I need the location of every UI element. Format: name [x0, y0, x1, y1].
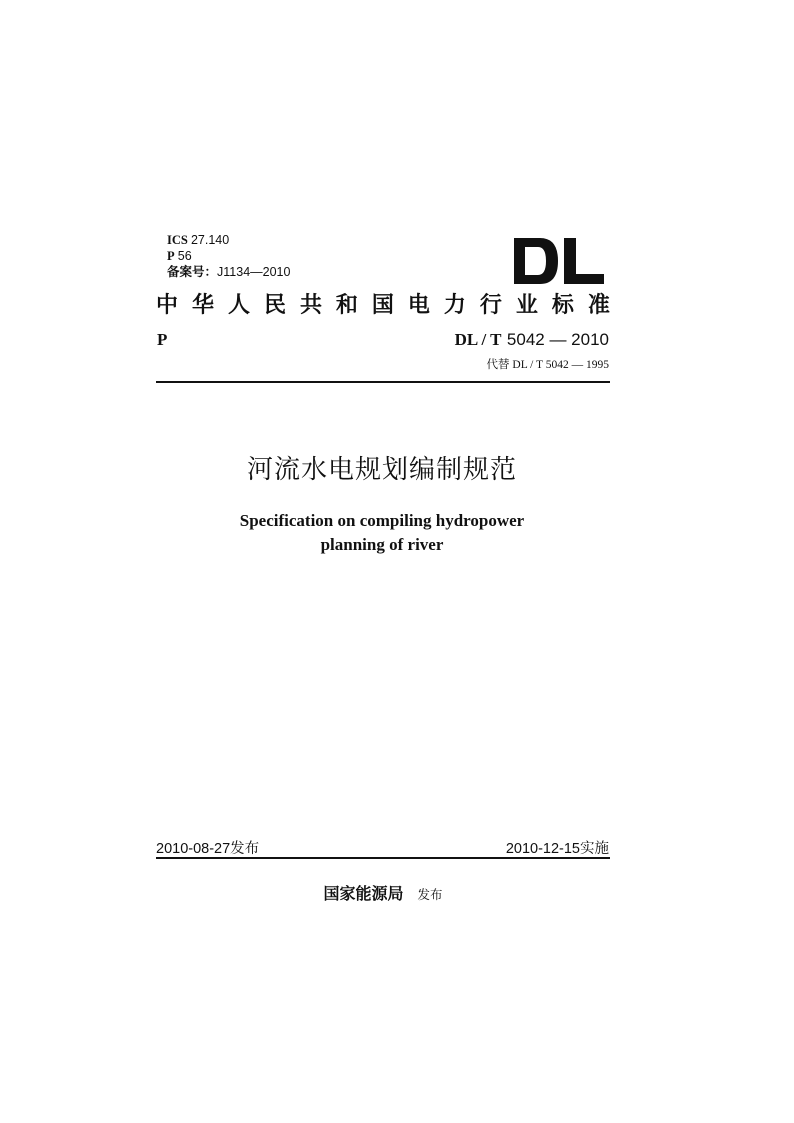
- title-char: 和: [335, 292, 358, 318]
- implementation-date: [506, 837, 609, 858]
- title-char: 人: [227, 292, 250, 318]
- issue-date-value: 2010-08-27: [156, 841, 231, 857]
- title-char: 行: [479, 292, 502, 318]
- title-char: 中: [156, 292, 179, 318]
- issuer-action: 发布: [417, 887, 443, 902]
- record-label: 备案号：: [167, 264, 218, 279]
- implement-date-value: 2010-12-15: [505, 841, 580, 857]
- bottom-divider: [156, 857, 610, 859]
- national-standard-title: [156, 290, 610, 320]
- title-char: 华: [191, 292, 214, 318]
- replaces-note: 代替 DL / T 5042 — 1995: [486, 359, 609, 371]
- title-char: 民: [263, 292, 286, 318]
- top-divider: [156, 381, 610, 383]
- ics-label: ICS: [167, 233, 188, 247]
- title-char: 电: [407, 292, 430, 318]
- standard-prefix: DL / T: [454, 330, 502, 349]
- standard-number: [455, 330, 609, 350]
- category-letter: P: [157, 330, 168, 349]
- class-code-value: 56: [177, 249, 192, 263]
- ics-code: [167, 232, 229, 248]
- issue-date-label: 发布: [230, 841, 260, 857]
- document-title-english-line2: planning of river: [320, 535, 444, 554]
- title-char: 国: [371, 292, 394, 318]
- title-char: 业: [515, 292, 538, 318]
- document-title-chinese: 河流水电规划编制规范: [246, 455, 517, 485]
- title-char: 准: [587, 292, 610, 318]
- class-code-label: P: [167, 249, 175, 263]
- issue-date: [156, 837, 259, 858]
- title-char: 标: [551, 292, 574, 318]
- issuer: [0, 881, 766, 904]
- title-char: 共: [299, 292, 322, 318]
- record-number: [167, 264, 290, 280]
- document-title-english-line1: Specification on compiling hydropower: [239, 511, 525, 530]
- class-code: [167, 248, 192, 264]
- dl-logo: [514, 238, 606, 284]
- issuer-organization: 国家能源局: [323, 884, 404, 903]
- record-value: J1134—2010: [217, 265, 291, 279]
- ics-value: 27.140: [190, 233, 230, 247]
- implement-date-label: 实施: [580, 841, 609, 857]
- title-char: 力: [443, 292, 466, 318]
- standard-code: 5042 — 2010: [506, 330, 609, 349]
